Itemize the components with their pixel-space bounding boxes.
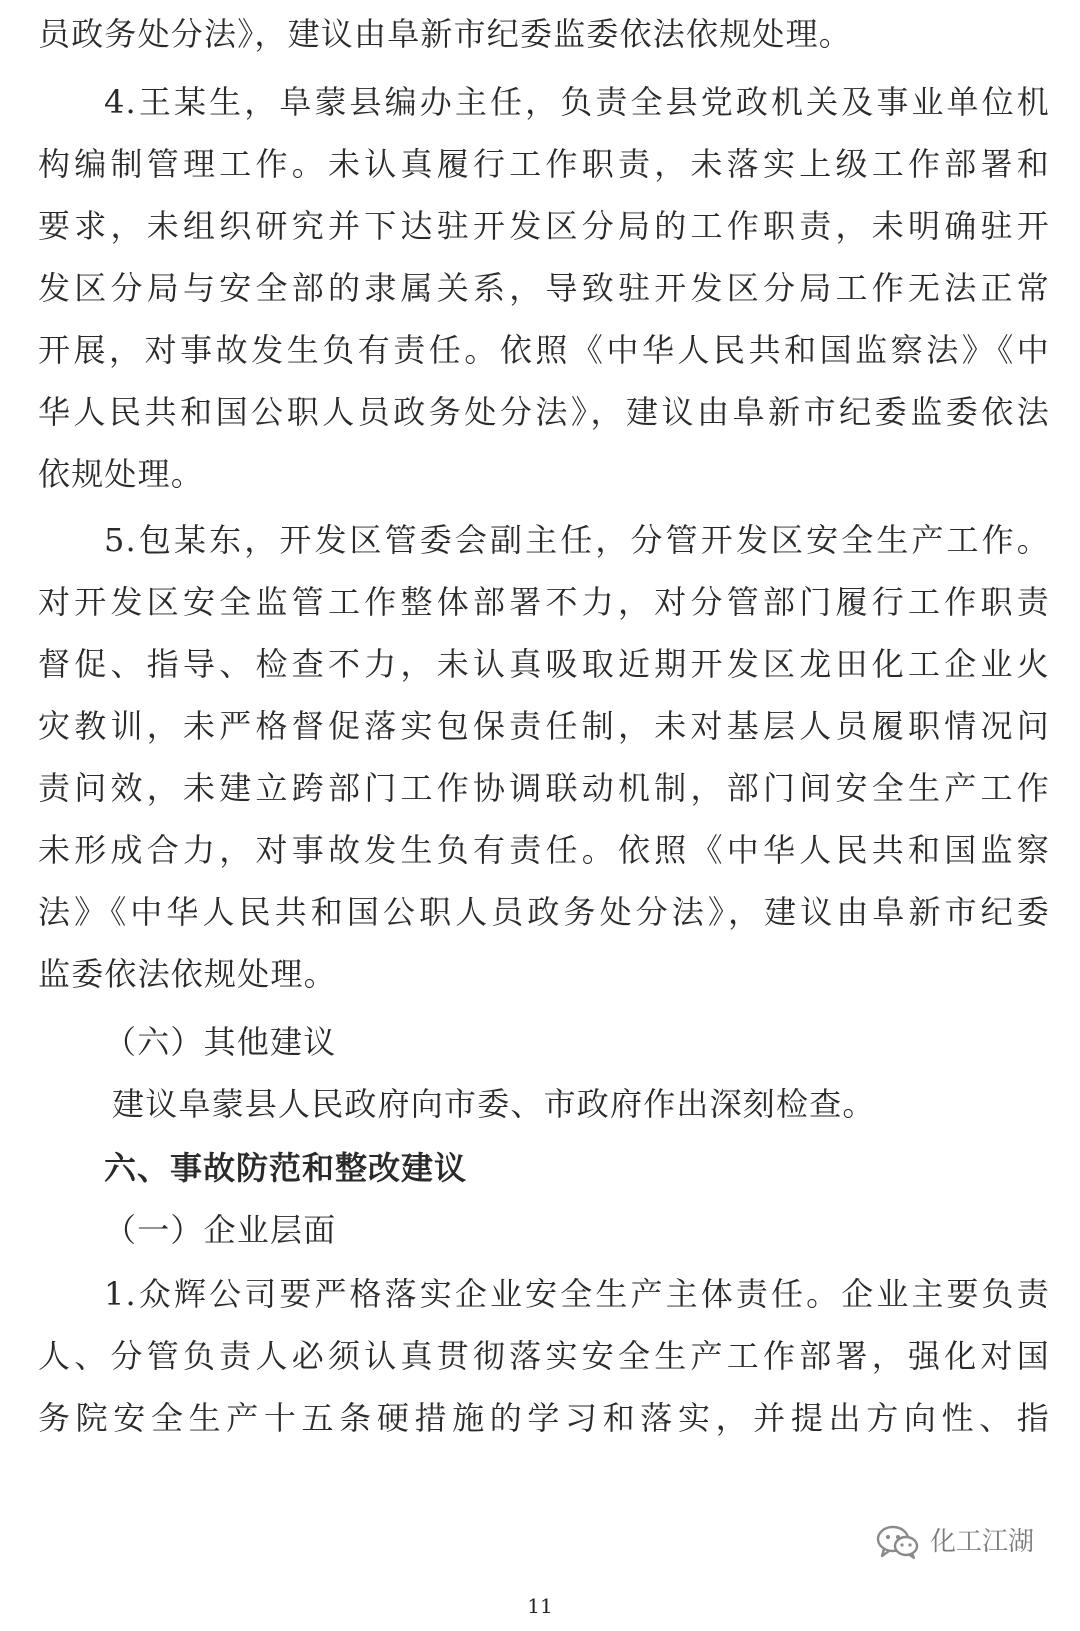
text-line: 依规处理。 [38, 455, 205, 493]
text-line: 华人民共和国公职人员政务处分法》，建议由阜新市纪委监委依法 [38, 393, 1050, 431]
text-line: 灾教训，未严格督促落实包保责任制，未对基层人员履职情况问 [38, 707, 1050, 745]
text-line: 员政务处分法》，建议由阜新市纪委监委依法依规处理。 [38, 15, 853, 53]
text-line: 务院安全生产十五条硬措施的学习和落实，并提出方向性、指 [38, 1399, 1050, 1437]
text-line: 5.包某东，开发区管委会副主任，分管开发区安全生产工作。 [104, 521, 1050, 559]
text-line: 构编制管理工作。未认真履行工作职责，未落实上级工作部署和 [38, 145, 1050, 183]
text-line: 监委依法依规处理。 [38, 955, 337, 993]
wechat-icon [876, 1524, 920, 1560]
text-line: 人、分管负责人必须认真贯彻落实安全生产工作部署，强化对国 [38, 1337, 1050, 1375]
text-line: 发区分局与安全部的隶属关系，导致驻开发区分局工作无法正常 [38, 269, 1050, 307]
text-line: 开展，对事故发生负有责任。依照《中华人民共和国监察法》《中 [38, 331, 1050, 369]
text-line: 1.众辉公司要严格落实企业安全生产主体责任。企业主要负责 [104, 1275, 1050, 1313]
chapter-heading: 六、事故防范和整改建议 [104, 1149, 468, 1187]
watermark [876, 1524, 1034, 1560]
text-line: 法》《中华人民共和国公职人员政务处分法》，建议由阜新市纪委 [38, 893, 1050, 931]
text-line: 未形成合力，对事故发生负有责任。依照《中华人民共和国监察 [38, 831, 1050, 869]
watermark-text: 化工江湖 [929, 1527, 1034, 1557]
text-line: 建议阜蒙县人民政府向市委、市政府作出深刻检查。 [112, 1085, 876, 1123]
text-line: 督促、指导、检查不力，未认真吸取近期开发区龙田化工企业火 [38, 645, 1050, 683]
text-line: 责问效，未建立跨部门工作协调联动机制，部门间安全生产工作 [38, 769, 1050, 807]
text-line: 要求，未组织研究并下达驻开发区分局的工作职责，未明确驻开 [38, 207, 1050, 245]
section-heading: （六）其他建议 [104, 1023, 337, 1061]
page-number: 11 [527, 1594, 553, 1618]
text-line: 对开发区安全监管工作整体部署不力，对分管部门履行工作职责 [38, 583, 1050, 621]
section-heading: （一）企业层面 [104, 1211, 337, 1249]
text-line: 4.王某生，阜蒙县编办主任，负责全县党政机关及事业单位机 [104, 83, 1050, 121]
